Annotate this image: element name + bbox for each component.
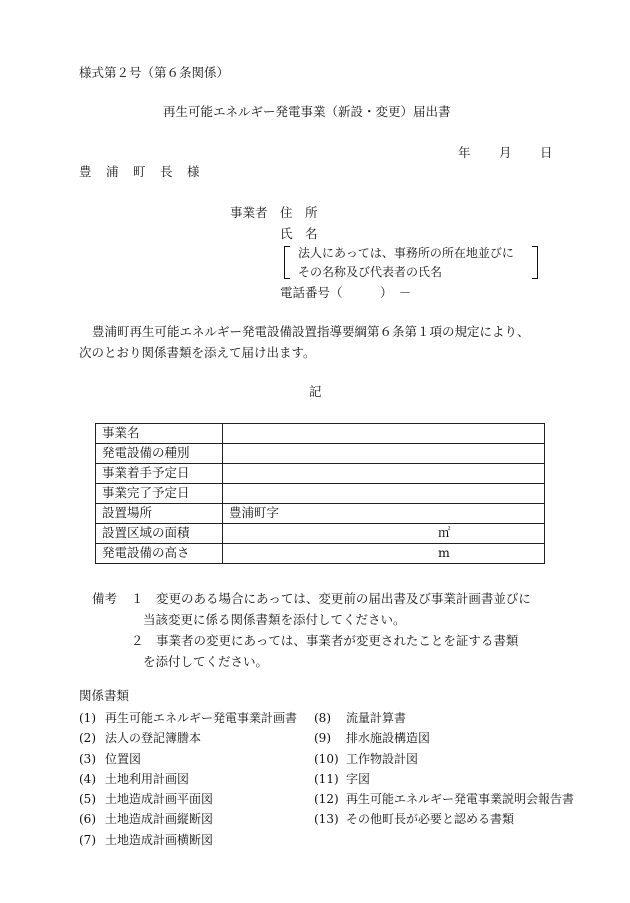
list-item: (8) 流量計算書 (314, 711, 407, 725)
row-value[interactable]: 豊浦町字 (223, 504, 545, 524)
row-value[interactable]: m (223, 544, 545, 564)
ki-heading: 記 (309, 384, 322, 399)
documents-right-list (314, 708, 574, 830)
corp-note-line2: その名称及び代表者の氏名 (298, 265, 443, 279)
row-label: 発電設備の高さ (96, 544, 223, 564)
row-value[interactable] (223, 484, 545, 504)
note-1-line1: 変更のある場合にあっては、変更前の届出書及び事業計画書並びに (156, 591, 531, 606)
list-item: (13) その他町長が必要と認める書類 (314, 812, 515, 827)
document-title: 再生可能エネルギー発電事業（新設・変更）届出書 (163, 104, 451, 119)
list-item: (9) 排水施設構造図 (314, 731, 431, 746)
notes-label: 備考 (92, 591, 118, 606)
list-item: (2) 法人の登記簿謄本 (79, 731, 202, 746)
row-label: 事業着手予定日 (96, 464, 223, 484)
applicant-name-label: 氏 名 (280, 226, 318, 241)
list-item: (10) 工作物設計図 (314, 751, 419, 766)
row-value[interactable] (223, 444, 545, 464)
applicant-address-label: 住 所 (280, 205, 318, 220)
list-item: (11) 字図 (314, 771, 371, 786)
note-1-number: １ (131, 591, 144, 606)
documents-heading: 関係書類 (79, 688, 130, 703)
bracket-left (284, 246, 290, 279)
table-row (96, 444, 545, 464)
list-item: (1) 再生可能エネルギー発電事業計画書 (79, 711, 298, 725)
note-2-number: ２ (131, 633, 144, 648)
row-label: 設置区域の面積 (96, 524, 223, 544)
list-item: (7) 土地造成計画横断図 (79, 832, 214, 847)
table-row (96, 464, 545, 484)
list-item: (4) 土地利用計画図 (79, 771, 190, 786)
note-1-line2: 当該変更に係る関係書類を添付してください。 (143, 612, 406, 627)
date-year: 年 (458, 145, 471, 160)
table-row (96, 484, 545, 504)
table-row (96, 504, 545, 524)
note-2-line2: を添付してください。 (143, 654, 269, 669)
project-table (95, 423, 545, 564)
list-item: (5) 土地造成計画平面図 (79, 792, 214, 807)
form-number: 様式第２号（第６条関係） (79, 65, 230, 80)
corp-note-line1: 法人にあっては、事務所の所在地並びに (298, 246, 514, 260)
table-row (96, 544, 545, 564)
row-label: 発電設備の種別 (96, 444, 223, 464)
row-label: 設置場所 (96, 504, 223, 524)
body-text-line1: 豊浦町再生可能エネルギー発電設備設置指導要綱第６条第１項の規定により、 (92, 324, 530, 339)
note-2-line1: 事業者の変更にあっては、事業者が変更されたことを証する書類 (156, 633, 519, 648)
row-value[interactable]: ㎡ (223, 524, 545, 544)
row-label: 事業完了予定日 (96, 484, 223, 504)
documents-left-list (79, 708, 297, 850)
body-text-line2: 次のとおり関係書類を添えて届け出ます。 (79, 345, 316, 360)
row-value[interactable] (223, 424, 545, 444)
applicant-label: 事業者 (230, 205, 268, 220)
list-item: (3) 位置図 (79, 751, 142, 766)
table-row (96, 524, 545, 544)
applicant-phone-label: 電話番号（ ） － (280, 285, 412, 300)
recipient: 豊 浦 町 長 様 (79, 164, 201, 179)
table-row (96, 424, 545, 444)
date-day: 日 (540, 145, 553, 160)
row-label: 事業名 (96, 424, 223, 444)
date-month: 月 (499, 145, 512, 160)
list-item: (12) 再生可能エネルギー発電事業説明会報告書 (314, 792, 575, 807)
row-value[interactable] (223, 464, 545, 484)
bracket-right (532, 246, 538, 279)
list-item: (6) 土地造成計画縦断図 (79, 812, 214, 827)
